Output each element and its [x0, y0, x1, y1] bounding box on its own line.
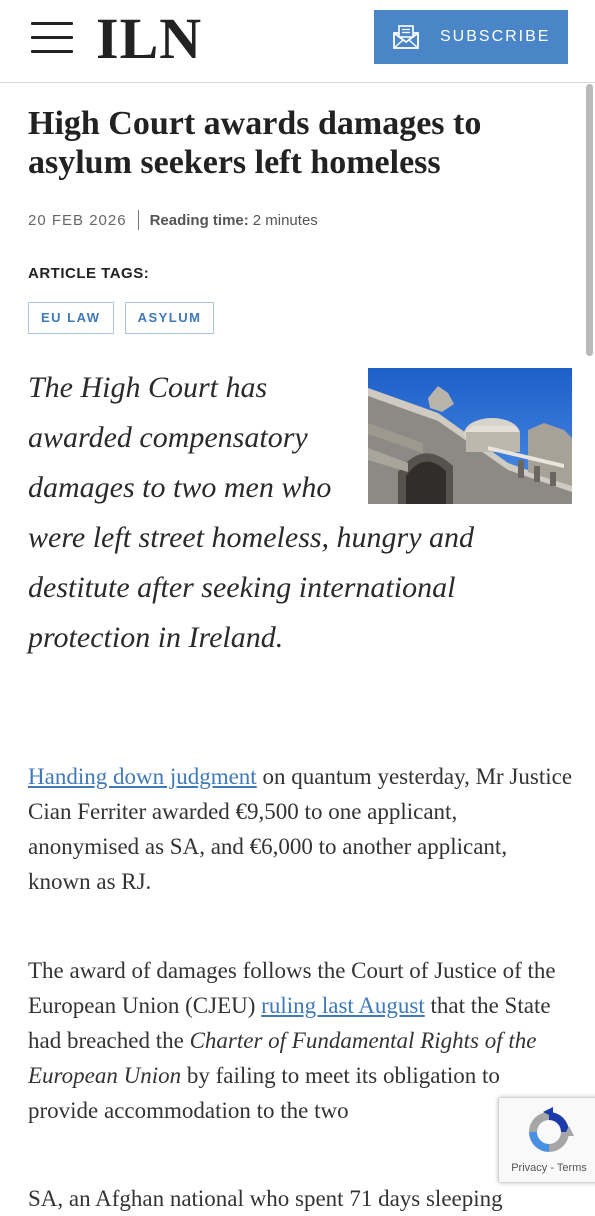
- site-header: [0, 0, 595, 83]
- article-tags-label: ARTICLE TAGS:: [28, 265, 150, 282]
- paragraph-2-text-c: by failing to meet its obligation to provide accommodation to the two: [28, 1063, 500, 1123]
- tag-asylum[interactable]: ASYLUM: [125, 302, 215, 334]
- article-meta: [28, 210, 318, 230]
- recaptcha-links: [499, 1162, 595, 1174]
- subscribe-label: SUBSCRIBE: [440, 28, 551, 45]
- paragraph-3: SA, an Afghan national who spent 71 days sleeping: [28, 1186, 503, 1211]
- meta-divider: [138, 210, 139, 230]
- reading-time-label: Reading time:: [149, 211, 249, 229]
- page-scrollbar[interactable]: [586, 84, 593, 356]
- paragraph-2-text-a: The award of damages follows the Court of Justice of the European Union (CJEU): [28, 958, 556, 1018]
- recaptcha-privacy-link[interactable]: Privacy: [511, 1162, 548, 1174]
- recaptcha-separator: -: [547, 1162, 557, 1174]
- tag-eu-law[interactable]: EU LAW: [28, 302, 114, 334]
- recaptcha-badge[interactable]: [498, 1097, 595, 1183]
- envelope-newsletter-icon: [392, 24, 420, 50]
- lede-text: The High Court has awarded compensatory damages to two men who were left street homeless, hungry and destitute after seeking international protection in Ireland.: [28, 371, 475, 654]
- article-date: 20 FEB 2026: [28, 211, 127, 229]
- site-logo[interactable]: ILN: [96, 6, 203, 71]
- recaptcha-logo-icon: [523, 1106, 575, 1158]
- article-lede: [28, 363, 572, 663]
- hamburger-menu-icon[interactable]: [31, 22, 73, 54]
- paragraph-2: [28, 953, 574, 1128]
- handing-down-judgment-link[interactable]: Handing down judgment: [28, 764, 257, 789]
- paragraph-1: [28, 759, 574, 899]
- recaptcha-terms-link[interactable]: Terms: [556, 1162, 587, 1174]
- article-title: High Court awards damages to asylum seekers left homeless: [28, 105, 482, 181]
- article-tags: [28, 302, 214, 334]
- paragraph-1-text: on quantum yesterday, Mr Justice Cian Ferriter awarded €9,500 to one applicant, anonymised as SA, and €6,000 to another applicant, known as RJ.: [28, 764, 573, 894]
- four-courts-photo[interactable]: [368, 368, 572, 504]
- ruling-last-august-link[interactable]: ruling last August: [261, 993, 425, 1018]
- subscribe-button[interactable]: [374, 10, 568, 64]
- paragraph-2-text-b: that the State had breached the: [28, 993, 551, 1053]
- reading-time-value: 2 minutes: [252, 211, 318, 229]
- charter-title: Charter of Fundamental Rights of the European Union: [28, 1028, 537, 1088]
